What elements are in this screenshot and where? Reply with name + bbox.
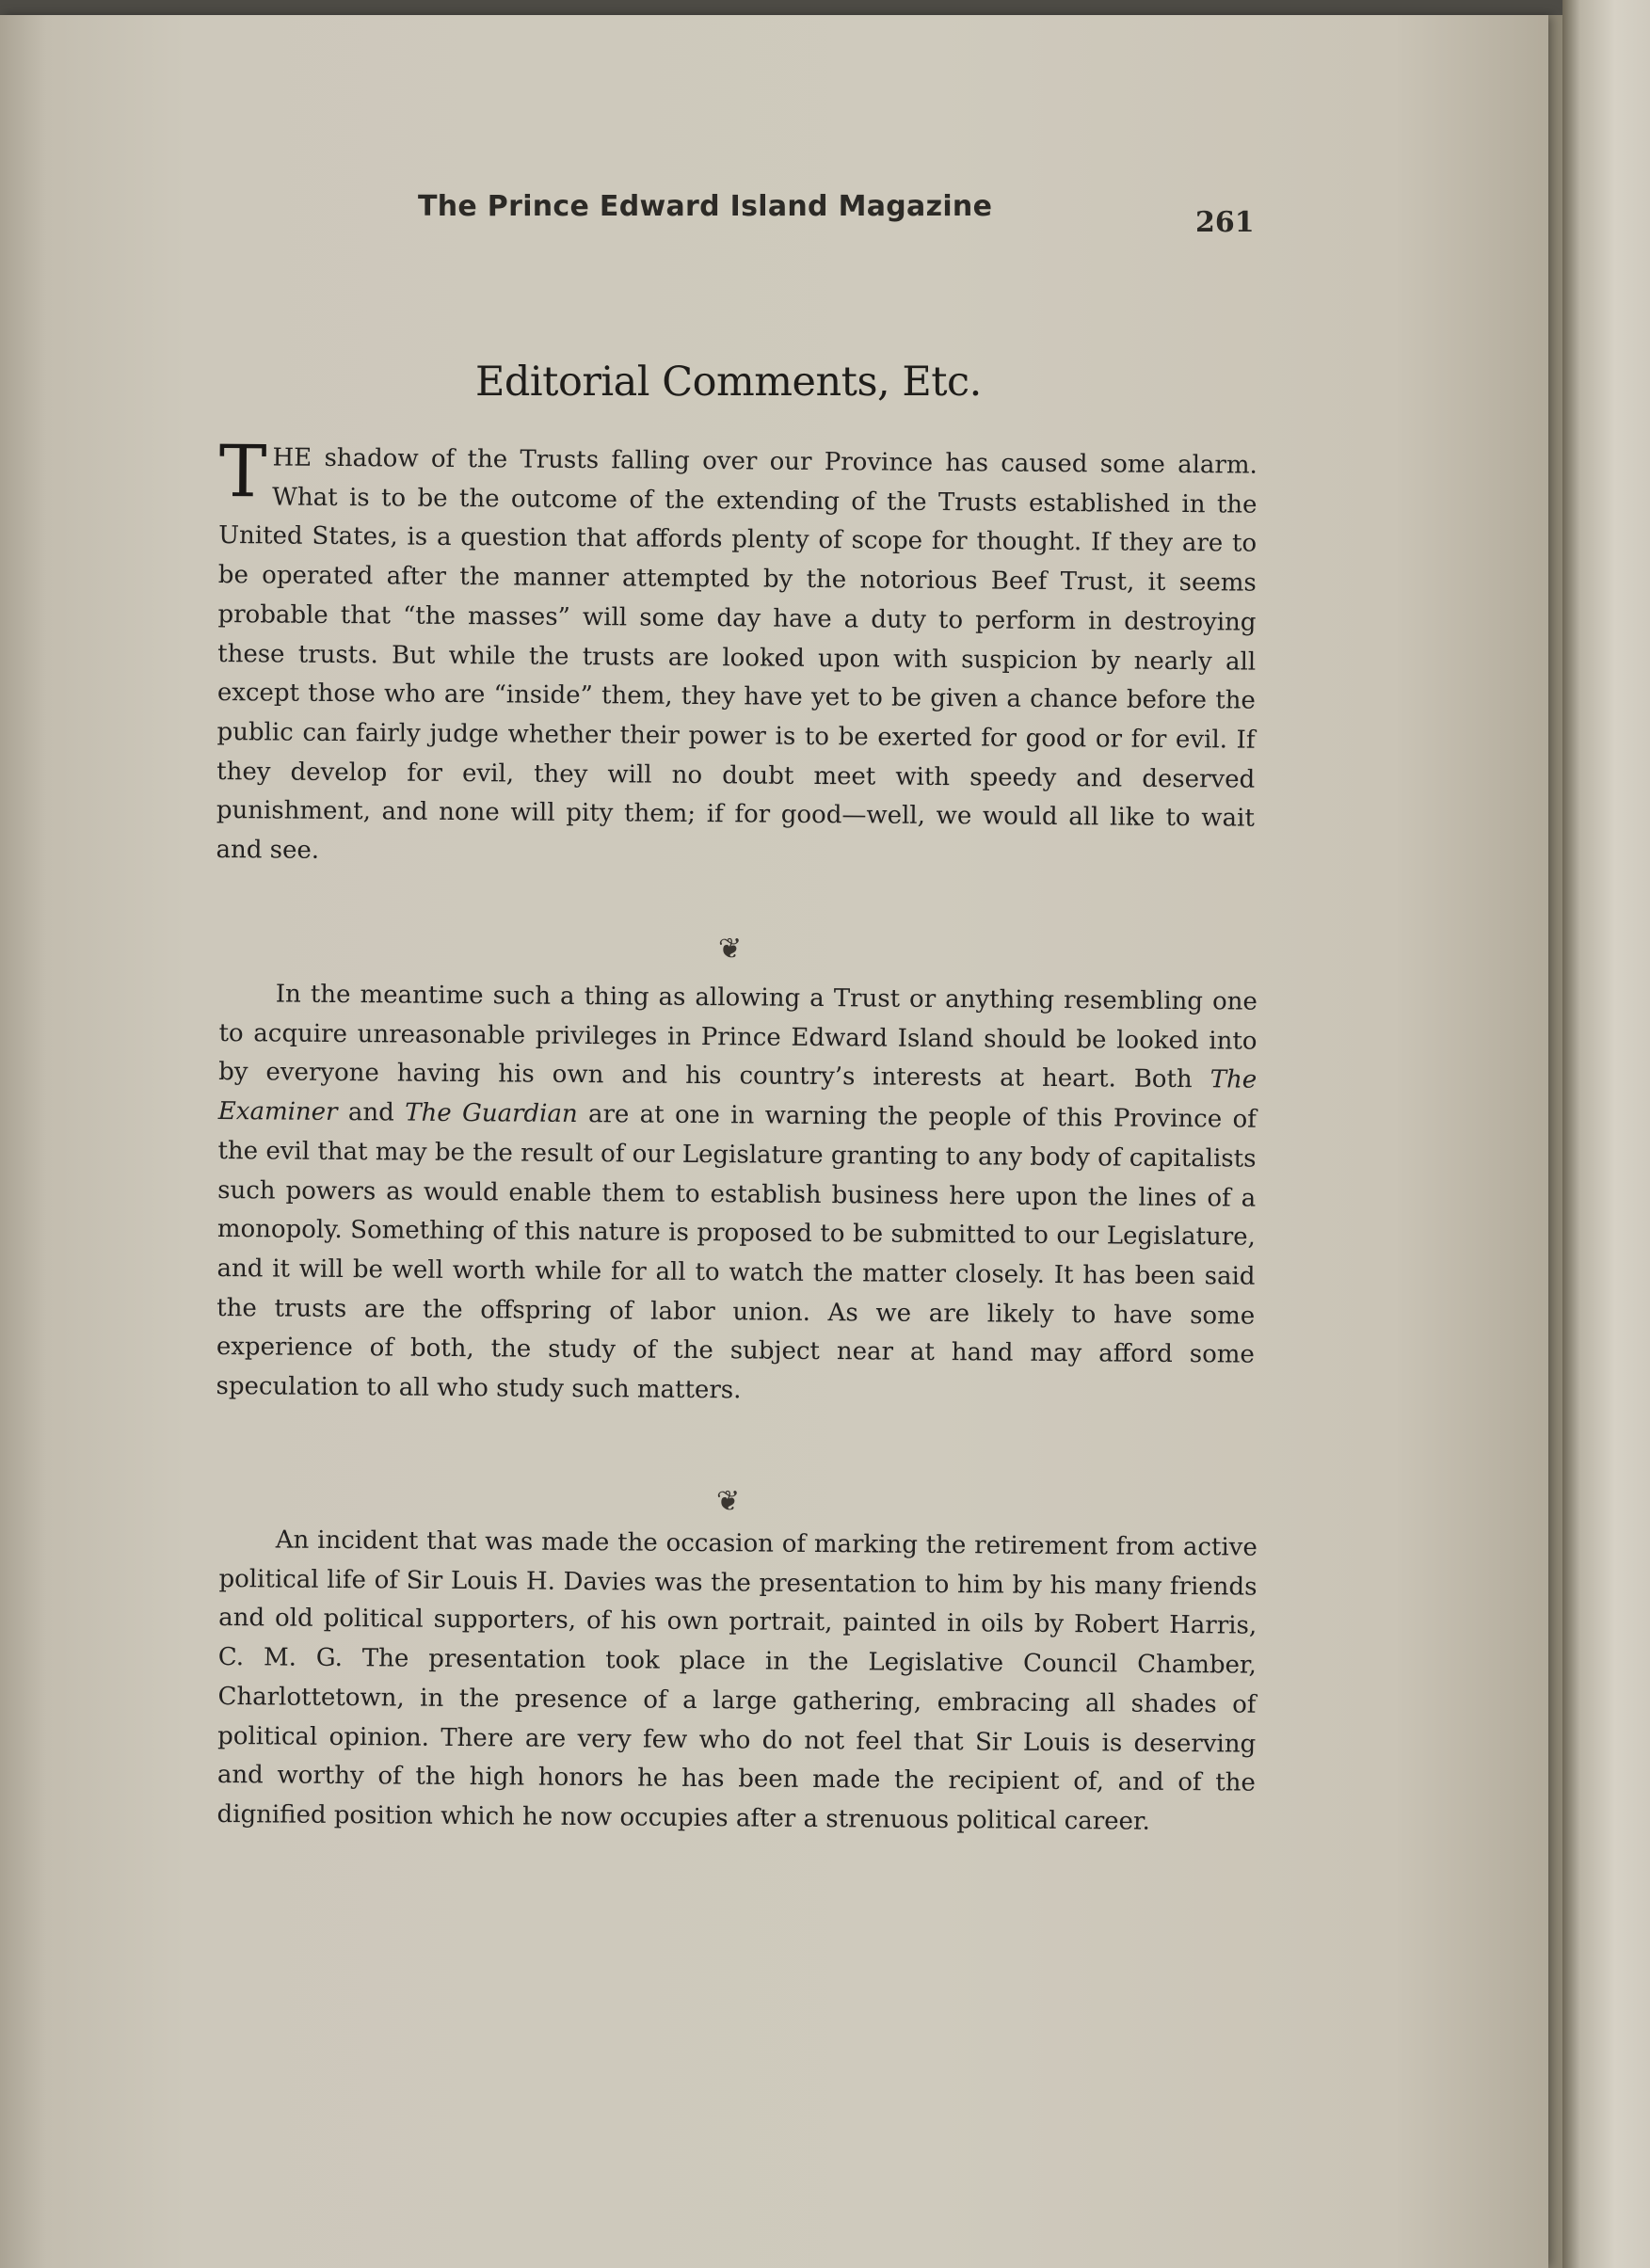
book-top-edge	[0, 0, 1562, 15]
leaf-ornament-icon: ❦	[718, 933, 743, 966]
article-title: Editorial Comments, Etc.	[475, 359, 982, 406]
paragraph-text: HE shadow of the Trusts falling over our Province has caused some alarm. What is to be the outcome of the extending of the Trusts established in the United States, is a question that affords plenty of scope for thought. If they are to be operated after the manner attempted by the notorious Beef Trust, it seems probable that “the masses” will some day have a duty to perform in destroying these trusts. But while the trusts are looked upon with suspicion by nearly all except those who are “inside” them, they have yet to be given a chance before the public can fairly judge whether their power is to be exerted for good or for evil. If they develop for evil, they will no doubt meet with speedy and deserved punishment, and none will pity them; if for good—well, we would all like to wait and see.	[216, 443, 1258, 865]
paragraph-davies	[216, 1521, 1258, 1843]
newspaper-name-examiner: The Examiner	[217, 1065, 1258, 1127]
newspaper-name-guardian: The Guardian	[405, 1098, 578, 1129]
paragraph-text: are at one in warning the people of this Province of the evil that may be the result of our Legislature granting to any body of capitalists such powers as would enable them to establish business here upon the lines of a monopoly. Something of this nature is proposed to be submitted to our Legislature, and it will be well worth while for all to watch the matter closely. It has been said the trusts are the offspring of labor union. As we are likely to have some experience of both, the study of the subject near at hand may afford some speculation to all who study such matters.	[216, 1100, 1257, 1405]
paragraph-text: In the meantime such a thing as allowing a Trust or anything resembling one to acquire unreasonable privileges in Prince Edward Island should be looked into by everyone having his own and his country’s interests at heart. Both	[218, 980, 1258, 1094]
leaf-ornament-icon: ❦	[716, 1485, 741, 1518]
page-number: 261	[1195, 206, 1255, 239]
drop-cap: T	[218, 429, 267, 514]
paragraph-text: An incident that was made the occasion of marking the retirement from active political life of Sir Louis H. Davies was the presentation to him by his many friends and old political supporters, of his own portrait, painted in oils by Robert Harris, C. M. G. The presentation took place in the Legislative Council Chamber, Charlottetown, in the presence of a large gathering, embracing all shades of political opinion. There are very few who do not feel that Sir Louis is deserving and worthy of the high honors he has been made the recipient of, and of the dignified position which he now occupies after a strenuous political career.	[216, 1525, 1258, 1836]
paragraph-text: and	[337, 1098, 406, 1127]
paragraph-monopoly	[216, 975, 1258, 1414]
running-head: The Prince Edward Island Magazine	[418, 190, 993, 223]
adjacent-page-edge	[1562, 0, 1650, 2268]
magazine-page	[0, 15, 1548, 2268]
paragraph-trusts	[216, 429, 1258, 878]
